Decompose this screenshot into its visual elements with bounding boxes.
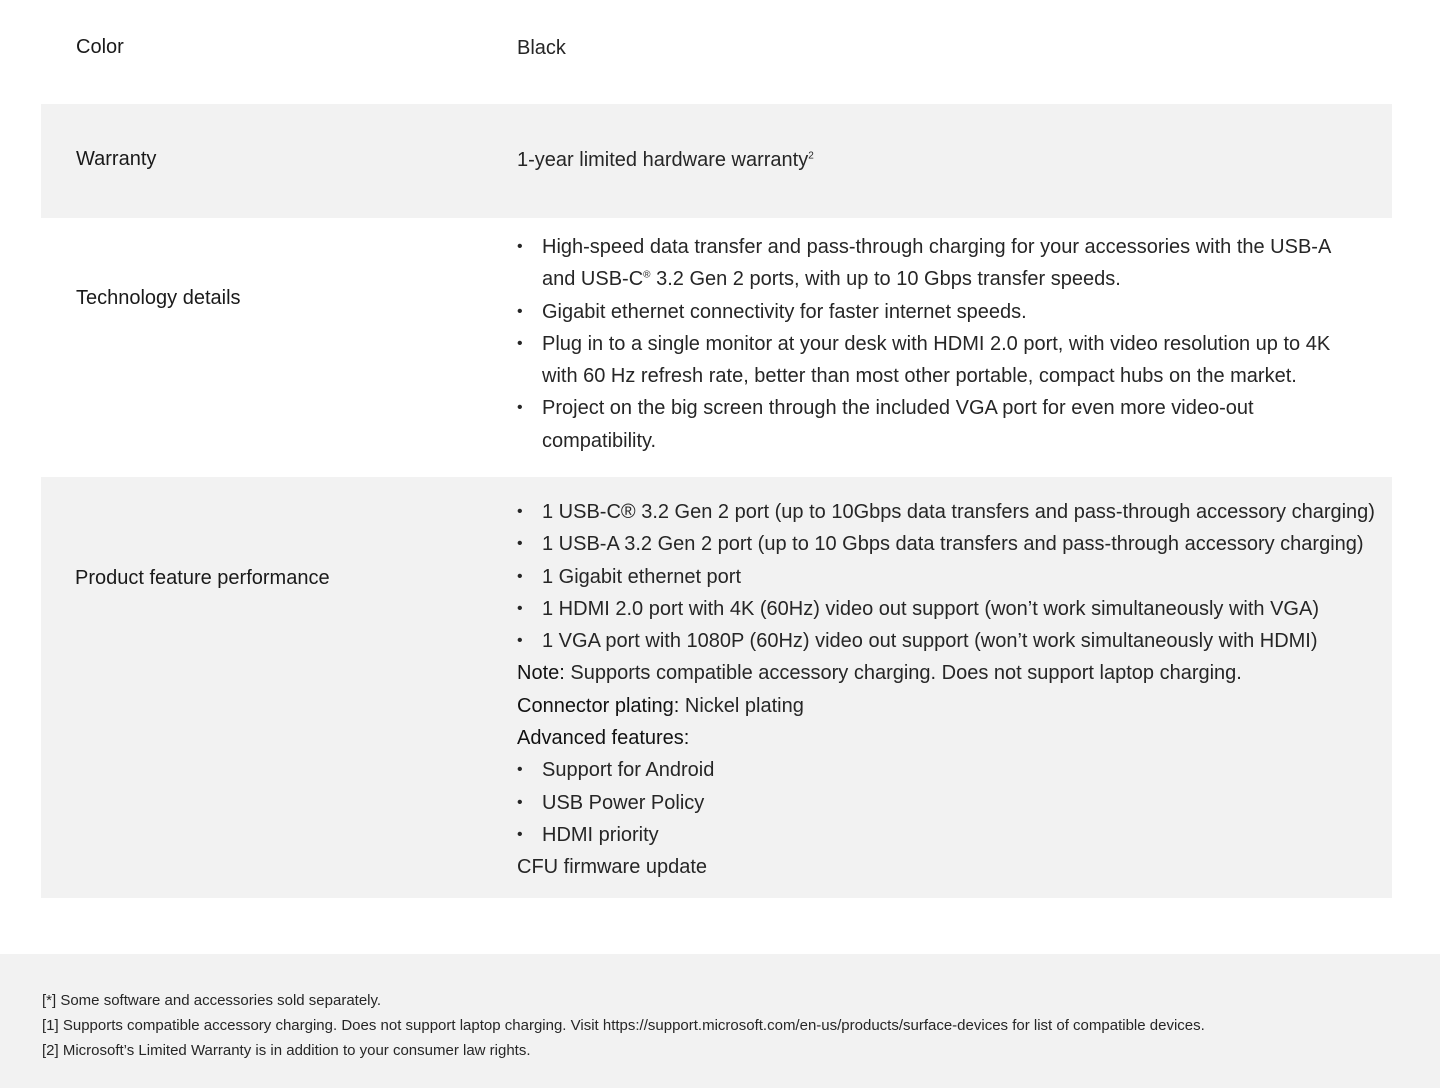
spec-value-warranty — [517, 148, 814, 172]
warranty-text: 1-year limited hardware warranty — [517, 149, 809, 171]
spec-row-technology — [41, 218, 1392, 477]
spec-label-warranty: Warranty — [76, 148, 157, 170]
technology-bullet-list — [517, 231, 1367, 457]
list-item: • 1 USB-C® 3.2 Gen 2 port (up to 10Gbps data transfers and pass-through accessory charging) — [517, 496, 1377, 528]
list-item: • HDMI priority — [517, 819, 1357, 851]
spec-value-technology — [517, 231, 1367, 457]
list-item: • Project on the big screen through the included VGA port for even more video-out compatibility. — [517, 392, 1277, 457]
list-item: • 1 Gigabit ethernet port — [517, 561, 1357, 593]
spec-label-color: Color — [76, 36, 124, 58]
spec-table — [41, 0, 1392, 898]
footnote-star: [*] Some software and accessories sold separately. — [42, 992, 382, 1009]
warranty-footnote-ref: 2 — [808, 150, 814, 162]
list-item: • High-speed data transfer and pass-through charging for your accessories with the USB-A and USB-C® 3.2 Gen 2 ports, with up to 10 Gbps transfer speeds. — [517, 231, 1367, 296]
spec-value-performance — [517, 496, 1377, 884]
spec-value-color: Black — [517, 37, 566, 59]
spec-row-warranty — [41, 104, 1392, 218]
spec-row-performance — [41, 477, 1392, 898]
note-line — [517, 657, 1377, 689]
footnote-1: [1] Supports compatible accessory charging. Does not support laptop charging. Visit https://support.microsoft.com/en-us/products/surface-devices for list of compatible devices. — [42, 1017, 1205, 1034]
spec-row-color — [41, 0, 1392, 104]
spec-label-technology: Technology details — [76, 287, 241, 309]
list-item: • Support for Android — [517, 754, 1357, 786]
advanced-features-label: Advanced features: — [517, 727, 690, 750]
list-item: • USB Power Policy — [517, 787, 1357, 819]
plating-label: Connector plating: — [517, 694, 680, 717]
cfu-line: CFU firmware update — [517, 856, 708, 879]
footnote-2: [2] Microsoft’s Limited Warranty is in addition to your consumer law rights. — [42, 1042, 531, 1059]
list-item: • 1 VGA port with 1080P (60Hz) video out support (won’t work simultaneously with HDMI) — [517, 625, 1357, 657]
ports-bullet-list — [517, 496, 1377, 657]
list-item: • 1 HDMI 2.0 port with 4K (60Hz) video out support (won’t work simultaneously with VGA) — [517, 593, 1357, 625]
advanced-bullet-list — [517, 754, 1377, 851]
footnotes — [0, 954, 1440, 1088]
note-text: Supports compatible accessory charging. Does not support laptop charging. — [564, 662, 1242, 685]
plating-text: Nickel plating — [679, 694, 804, 717]
plating-line — [517, 690, 1377, 722]
spec-label-performance: Product feature performance — [75, 567, 330, 589]
list-item: • 1 USB-A 3.2 Gen 2 port (up to 10 Gbps data transfers and pass-through accessory charging) — [517, 528, 1377, 560]
list-item: • Plug in to a single monitor at your desk with HDMI 2.0 port, with video resolution up to 4K with 60 Hz refresh rate, better than most other portable, compact hubs on the market. — [517, 328, 1367, 393]
note-label: Note: — [517, 662, 565, 685]
list-item: • Gigabit ethernet connectivity for faster internet speeds. — [517, 296, 1367, 328]
